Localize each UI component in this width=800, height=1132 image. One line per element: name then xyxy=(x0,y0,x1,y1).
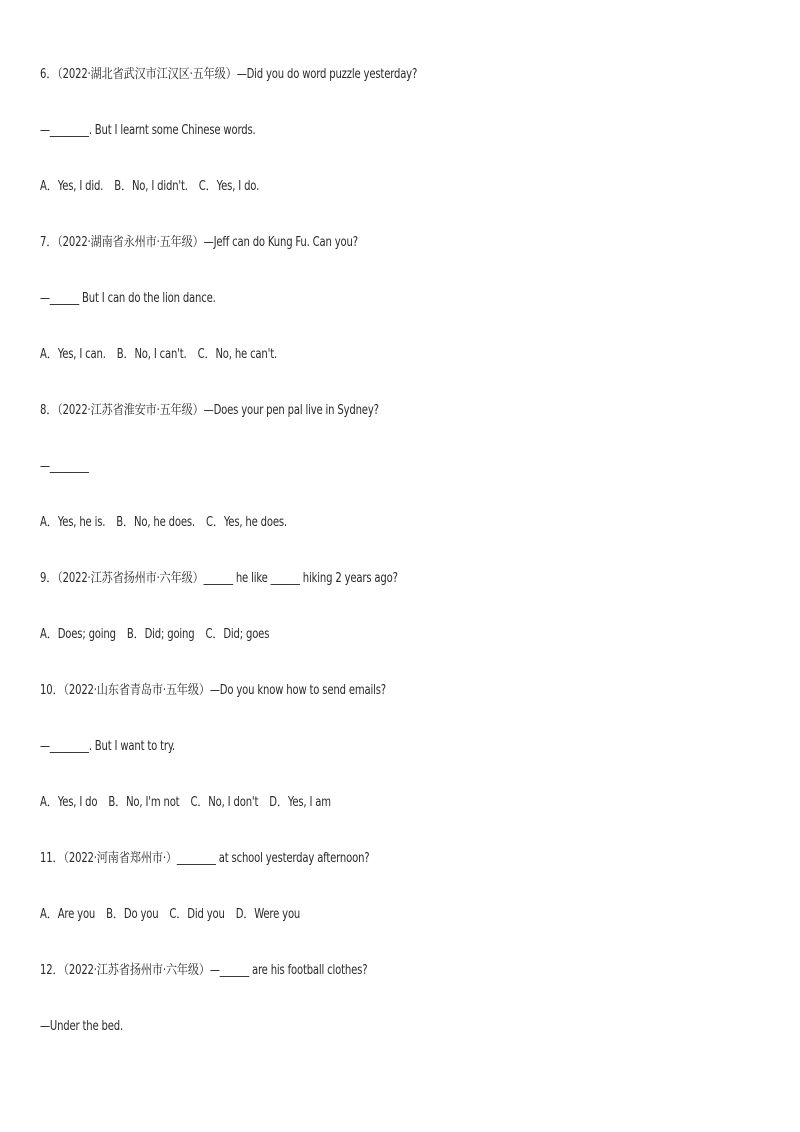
question-9-options: A．Does; going B．Did; going C．Did; goes xyxy=(40,627,270,642)
question-8-options: A．Yes, he is. B．No, he does. C．Yes, he does. xyxy=(40,515,287,530)
question-11-stem: 11．（2022·河南省郑州市·）________ at school yesterday afternoon? xyxy=(40,851,370,866)
question-6-options: A．Yes, I did. B．No, I didn't. C．Yes, I do. xyxy=(40,179,260,194)
question-10-stem: 10．（2022·山东省青岛市·五年级）—Do you know how to send emails? xyxy=(40,683,386,698)
question-8-stem: 8．（2022·江苏省淮安市·五年级）—Does your pen pal live in Sydney? xyxy=(40,403,379,418)
question-10-response: —________. But I want to try. xyxy=(40,739,176,754)
question-6-stem: 6．（2022·湖北省武汉市江汉区·五年级）—Did you do word puzzle yesterday? xyxy=(40,67,418,82)
question-6-response: —________. But I learnt some Chinese words. xyxy=(40,123,256,138)
question-7-stem: 7．（2022·湖南省永州市·五年级）—Jeff can do Kung Fu. Can you? xyxy=(40,235,358,250)
question-7-response: —______ But I can do the lion dance. xyxy=(40,291,216,306)
question-10-options: A．Yes, I do B．No, I'm not C．No, I don't D．Yes, I am xyxy=(40,795,331,810)
question-12-response: —Under the bed. xyxy=(40,1019,123,1034)
question-12-stem: 12．（2022·江苏省扬州市·六年级）—______ are his football clothes? xyxy=(40,963,368,978)
question-7-options: A．Yes, I can. B．No, I can't. C．No, he can't. xyxy=(40,347,278,362)
question-11-options: A．Are you B．Do you C．Did you D．Were you xyxy=(40,907,301,922)
question-8-response: —________ xyxy=(40,459,89,474)
question-9-stem: 9．（2022·江苏省扬州市·六年级）______ he like ______ hiking 2 years ago? xyxy=(40,571,398,586)
